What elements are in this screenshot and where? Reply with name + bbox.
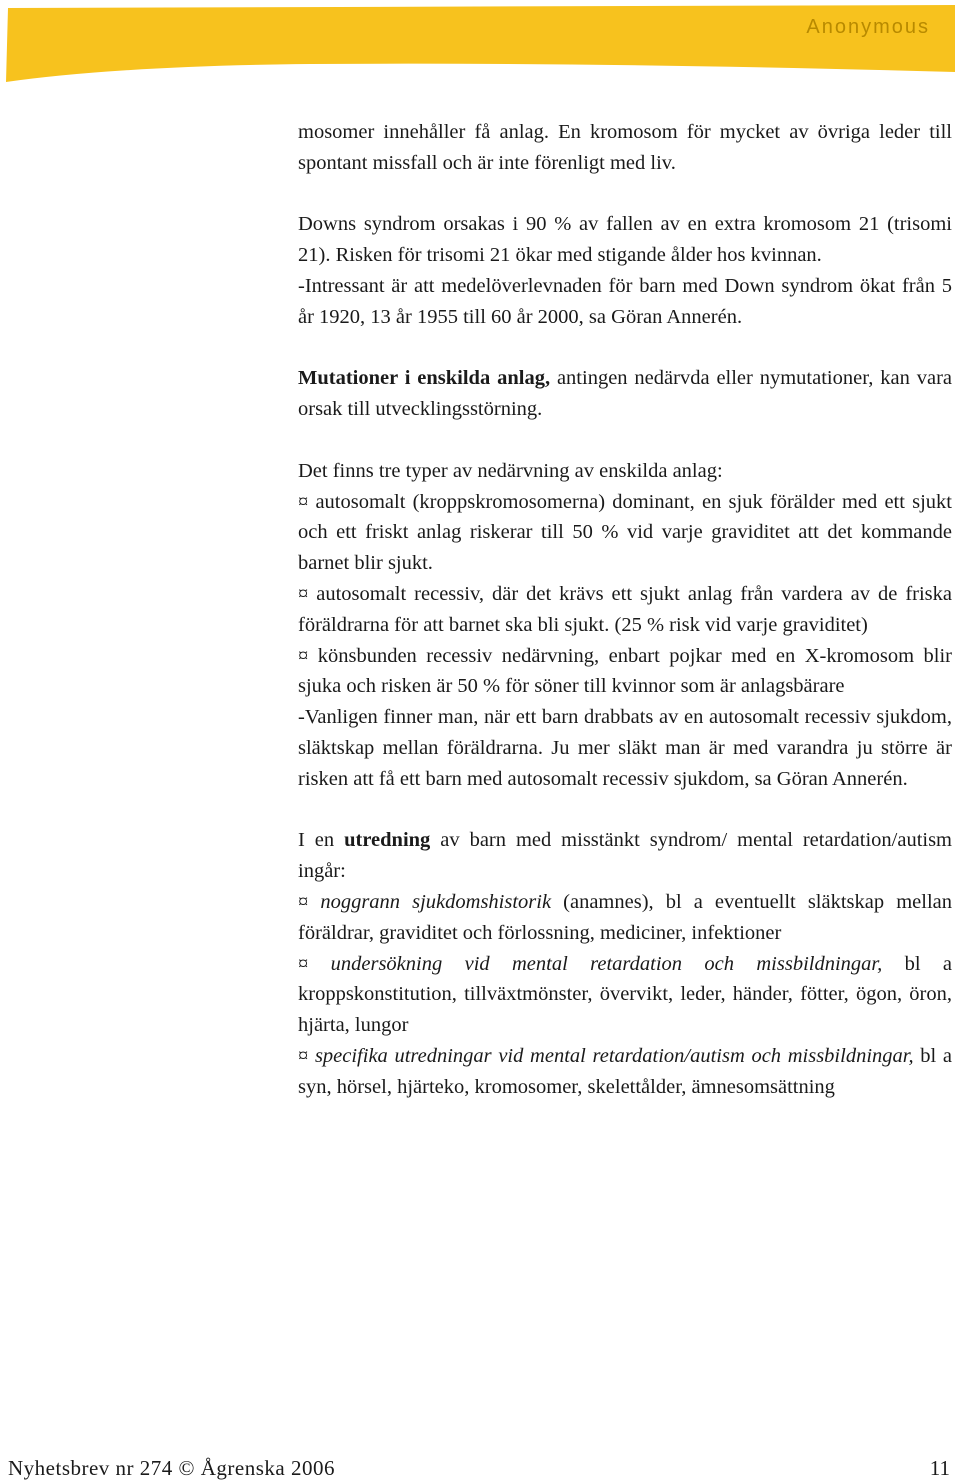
header-label: Anonymous xyxy=(806,16,930,38)
list-item-undersokning: ¤ undersökning vid mental retardation och missbildningar, bl a kroppskonstitution, tillväxtmönster, övervikt, leder, händer, fötter, ögon, öron, hjärta, lungor xyxy=(298,952,953,1037)
list-item-sjukdomshistorik: ¤ noggrann sjukdomshistorik (anamnes), bl a eventuellt släktskap mellan föräldrar, graviditet och förlossning, mediciner, infektioner xyxy=(298,890,952,944)
footer-publication: Nyhetsbrev nr 274 © Ågrenska 2006 xyxy=(8,1456,335,1480)
article-body xyxy=(298,117,952,1103)
header-banner xyxy=(0,0,960,90)
paragraph-kromosomer: mosomer innehåller få anlag. En kromosom för mycket av övriga leder till spontant missfall och är inte förenligt med liv. xyxy=(298,121,952,174)
list-item-konsbunden: ¤ könsbunden recessiv nedärvning, enbart pojkar med en X-kromosom blir sjuka och risken är 50 % för söner till kvinnor som är anlagsbärare xyxy=(298,644,952,698)
paragraph-downs-syndrom: Downs syndrom orsakas i 90 % av fallen av en extra kromosom 21 (trisomi 21). Risken för trisomi 21 ökar med stigande ålder hos kvinnan. xyxy=(298,213,952,267)
utredning-bold: utredning xyxy=(344,829,431,852)
paragraph-medeloverlevnad: -Intressant är att medelöverlevnaden för barn med Down syndrom ökat från 5 år 1920, 13 år 1955 till 60 år 2000, sa Göran Annerén. xyxy=(298,274,952,328)
list-item-specifika-utredningar: ¤ specifika utredningar vid mental retardation/autism och missbildningar, bl a syn, hörsel, hjärteko, kromosomer, skelettålder, ämnesomsättning xyxy=(298,1044,953,1098)
paragraph-mutationer: Mutationer i enskilda anlag, antingen nedärvda eller nymutationer, kan vara orsak till utvecklingsstörning. xyxy=(298,367,952,421)
page-number: 11 xyxy=(929,1456,950,1480)
paragraph-slaktskap: -Vanligen finner man, när ett barn drabbats av en autosomalt recessiv sjukdom, släktskap mellan föräldrarna. Ju mer släkt man är med varandra ju större är risken att få ett barn med autosomalt recessiv sjukdom, sa Göran Annerén. xyxy=(298,706,952,790)
mutationer-heading: Mutationer i enskilda anlag, xyxy=(298,367,551,390)
paragraph-nedarvning-intro: Det finns tre typer av nedärvning av enskilda anlag: xyxy=(298,459,723,482)
list-item-recessiv: ¤ autosomalt recessiv, där det krävs ett sjukt anlag från vardera av de friska föräldrarna för att barnet ska bli sjukt. (25 % risk vid varje graviditet) xyxy=(298,582,952,636)
paragraph-utredning: I en utredning av barn med misstänkt syndrom/ mental retardation/autism ingår: xyxy=(298,829,953,883)
list-item-dominant: ¤ autosomalt (kroppskromosomerna) dominant, en sjuk förälder med ett sjukt och ett friskt anlag riskerar till 50 % vid varje graviditet att det kommande barnet blir sjukt. xyxy=(298,490,952,575)
